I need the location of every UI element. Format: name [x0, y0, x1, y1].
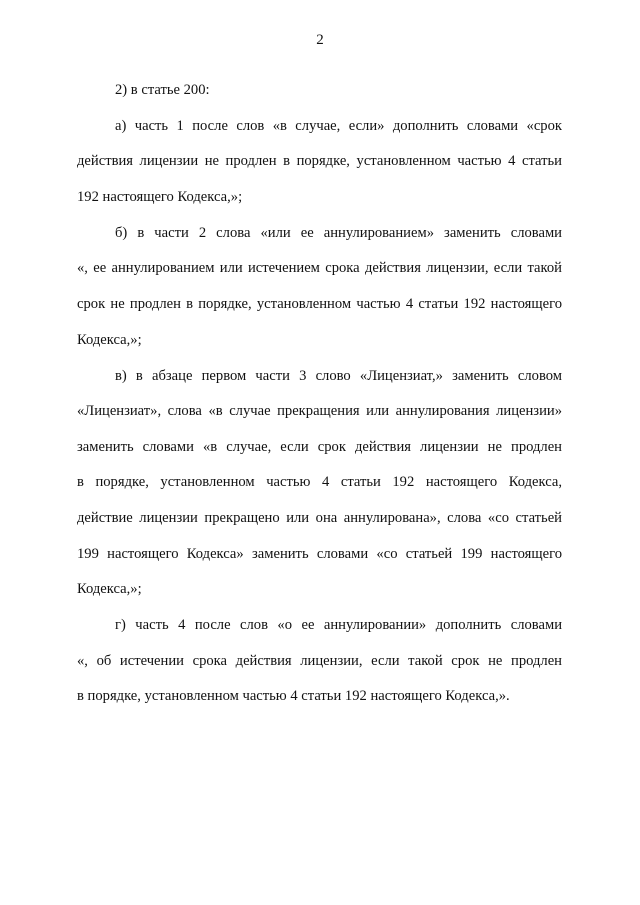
paragraph-line: 2) в статье 200:: [115, 82, 210, 98]
paragraph-line: в порядке, установленном частью 4 статьи 192 настоящего Кодекса,».: [77, 688, 510, 704]
paragraph-line: а) часть 1 после слов «в случае, если» дополнить словами «срок: [115, 118, 562, 134]
paragraph-line: 192 настоящего Кодекса,»;: [77, 189, 243, 205]
paragraph-line: б) в части 2 слова «или ее аннулированием» заменить словами: [115, 225, 562, 241]
paragraph-line: заменить словами «в случае, если срок действия лицензии не продлен: [77, 439, 562, 455]
paragraph-line: действие лицензии прекращено или она аннулирована», слова «со статьей: [77, 510, 562, 526]
paragraph-line: 199 настоящего Кодекса» заменить словами «со статьей 199 настоящего: [77, 546, 562, 562]
paragraph-line: «, ее аннулированием или истечением срока действия лицензии, если такой: [77, 260, 562, 276]
paragraph-line: Кодекса,»;: [77, 581, 142, 597]
paragraph-line: действия лицензии не продлен в порядке, установленном частью 4 статьи: [77, 153, 562, 169]
page-number: 2: [316, 32, 324, 48]
paragraph-line: «Лицензиат», слова «в случае прекращения или аннулирования лицензии»: [77, 403, 562, 419]
paragraph-line: срок не продлен в порядке, установленном частью 4 статьи 192 настоящего: [77, 296, 562, 312]
paragraph-line: г) часть 4 после слов «о ее аннулировании» дополнить словами: [115, 617, 562, 633]
paragraph-line: в порядке, установленном частью 4 статьи 192 настоящего Кодекса,: [77, 474, 562, 490]
paragraph-line: Кодекса,»;: [77, 332, 142, 348]
paragraph-line: «, об истечении срока действия лицензии, если такой срок не продлен: [77, 653, 562, 669]
paragraph-line: в) в абзаце первом части 3 слово «Лицензиат,» заменить словом: [115, 368, 562, 384]
